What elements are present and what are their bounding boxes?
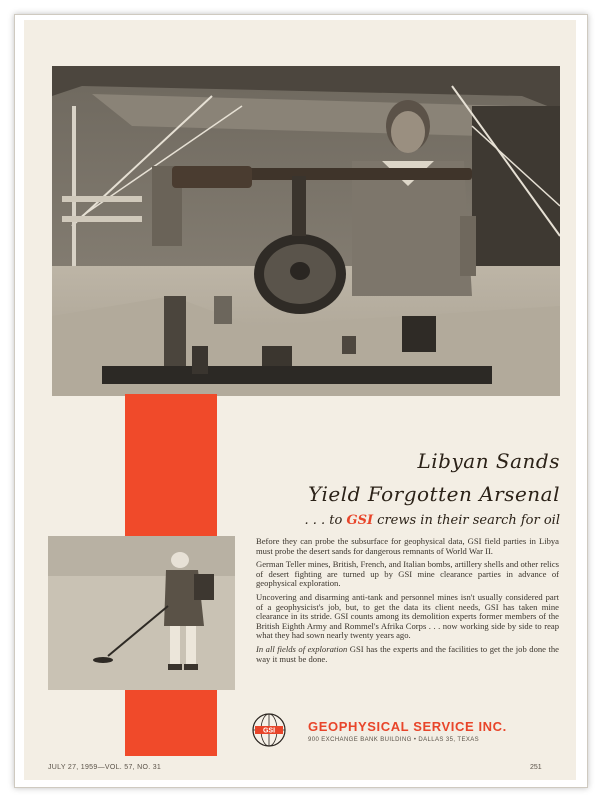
page-number: 251 xyxy=(530,764,542,771)
subhead-brand: GSI xyxy=(346,513,374,528)
headline xyxy=(300,448,560,508)
body-paragraph-4-emphasis: In all fields of exploration xyxy=(256,643,348,654)
article-body xyxy=(256,537,559,668)
body-paragraph-4 xyxy=(256,645,559,664)
body-paragraph-4-rest: GSI has the experts and the facilities to get the job done the way it must be done. xyxy=(256,643,559,664)
top-photo-soldier-with-relics xyxy=(52,66,560,396)
company-address: 900 EXCHANGE BANK BUILDING • DALLAS 35, TEXAS xyxy=(308,737,480,743)
body-paragraph-1: Before they can probe the subsurface for geophysical data, GSI field parties in Libya must probe the desert sands for dangerous remnants of World War II. xyxy=(256,536,559,556)
headline-line-2: Yield Forgotten Arsenal xyxy=(308,482,560,506)
company-name: GEOPHYSICAL SERVICE INC. xyxy=(308,719,507,734)
subheadline xyxy=(255,513,560,528)
subhead-prefix: . . . to xyxy=(304,513,347,528)
issue-dateline: JULY 27, 1959—VOL. 57, NO. 31 xyxy=(48,764,162,771)
body-paragraph-2: German Teller mines, British, French, and Italian bombs, artillery shells and other relics of desert fighting are turned up by GSI mine clearance parties in advance of geophysical exploration. xyxy=(256,559,559,589)
small-photo-mine-detector xyxy=(48,536,235,690)
body-paragraph-3: Uncovering and disarming anti-tank and personnel mines isn't usually considered part of a geophysicist's job, but, to get the data its client needs, GSI has taken mine clearance in its stride. GSI counts among its demolition experts former members of the British Eighth Army and Rommel's Afrika Corps . . . now working side by side to reap what they had sown nearly twenty years ago. xyxy=(256,591,559,641)
subhead-suffix: crews in their search for oil xyxy=(373,513,560,528)
logo-text: GSI xyxy=(262,727,276,735)
headline-line-1: Libyan Sands xyxy=(417,449,560,473)
gsi-globe-logo-icon xyxy=(251,712,287,748)
